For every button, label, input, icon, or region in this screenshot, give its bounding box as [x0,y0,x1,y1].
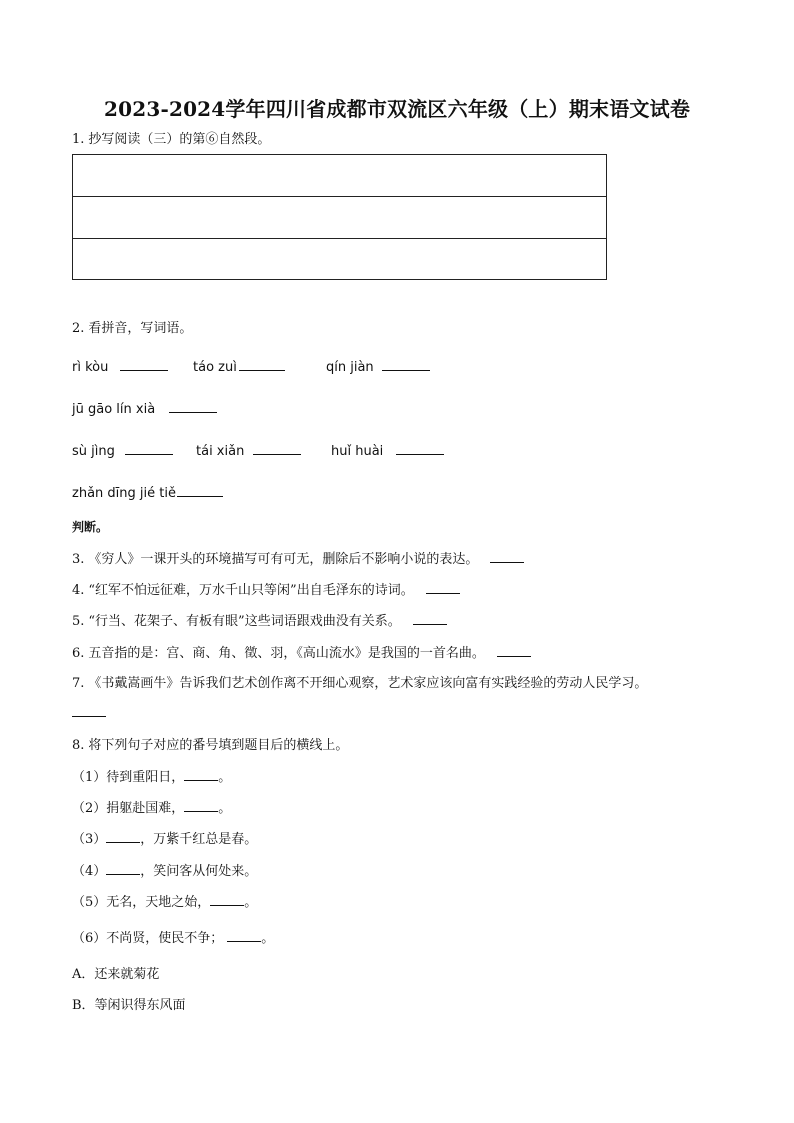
question-5 [72,612,447,631]
answer-blank[interactable] [106,830,140,843]
question-number: 2. [72,321,85,336]
question-text: “红军不怕远征难，万水千山只等闲”出自毛泽东的诗词。 [88,583,414,598]
question-7 [72,675,647,693]
question-number: 1. [72,132,85,147]
answer-blank[interactable] [72,704,106,717]
answer-blank[interactable] [253,442,301,455]
answer-blank[interactable] [490,550,524,563]
answer-blank[interactable] [227,929,261,942]
pinyin-text: tái xiǎn [196,444,245,459]
question-text: “行当、花架子、有板有眼”这些词语跟戏曲没有关系。 [88,614,401,629]
answer-blank[interactable] [169,400,217,413]
page-title: 2023-2024学年四川省成都市双流区六年级（上）期末语文试卷 [103,97,691,121]
pinyin-item [72,358,168,377]
answer-blank[interactable] [239,358,285,371]
question-text: 五音指的是：宫、商、角、徵、羽，《高山流水》是我国的一首名曲。 [88,646,485,661]
sub-question-suffix: 。 [261,931,275,946]
writing-line[interactable] [73,197,606,239]
pinyin-item [72,484,223,503]
question-number: 7. [72,676,85,691]
question-text: 《穷人》一课开头的环境描写可有可无，删除后不影响小说的表达。 [88,552,479,567]
pinyin-text: zhǎn dīng jié tiě [72,486,176,501]
question-number: 4. [72,583,85,598]
writing-line[interactable] [73,239,606,281]
pinyin-text: qín jiàn [326,360,374,375]
pinyin-item [326,358,430,377]
sub-question-prefix: （3） [72,832,107,847]
sub-question-suffix: 。 [218,801,232,816]
answer-blank[interactable] [426,581,460,594]
question-number: 6. [72,646,85,661]
question-number: 5. [72,614,85,629]
question-number: 8. [72,738,85,753]
pinyin-item [196,442,301,461]
answer-blank[interactable] [497,644,531,657]
question-2 [72,320,192,338]
pinyin-item [72,400,217,419]
sub-question-prefix: （2）捐躯赴国难， [72,801,185,816]
answer-blank[interactable] [177,484,223,497]
writing-line[interactable] [73,155,606,197]
question-4 [72,581,460,600]
answer-blank[interactable] [125,442,173,455]
question-text: 将下列句子对应的番号填到题目后的横线上。 [88,738,349,753]
question-number: 3. [72,552,85,567]
option-a: A．还来就菊花 [72,967,160,982]
question-3 [72,550,524,569]
sub-question [72,893,257,912]
answer-blank[interactable] [184,768,218,781]
pinyin-text: huǐ huài [331,444,384,459]
question-8 [72,737,348,755]
answer-blank[interactable] [106,862,140,875]
pinyin-item [193,358,285,377]
answer-blank[interactable] [120,358,168,371]
sub-question [72,799,231,818]
question-1 [72,131,270,149]
sub-question-prefix: （5）无名，天地之始， [72,895,211,910]
sub-question [72,929,274,948]
answer-blank[interactable] [413,612,447,625]
copy-writing-box[interactable] [72,154,607,280]
pinyin-text: táo zuì [193,360,237,375]
pinyin-text: jū gāo lín xià [72,402,156,417]
sub-question [72,862,257,881]
question-text: 抄写阅读（三）的第⑥自然段。 [88,132,271,147]
question-text: 看拼音，写词语。 [88,321,193,336]
pinyin-text: rì kòu [72,360,109,375]
answer-blank[interactable] [184,799,218,812]
question-text: 《书戴嵩画牛》告诉我们艺术创作离不开细心观察，艺术家应该向富有实践经验的劳动人民学习。 [88,676,648,691]
pinyin-item [331,442,444,461]
sub-question-suffix: 。 [218,770,232,785]
pinyin-text: sù jìng [72,444,115,459]
sub-question-suffix: ，笑问客从何处来。 [140,864,258,879]
sub-question-prefix: （6）不尚贤，使民不争； [72,931,224,946]
answer-blank[interactable] [210,893,244,906]
sub-question-suffix: 。 [244,895,258,910]
option-b: B．等闲识得东风面 [72,998,186,1013]
section-heading: 判断。 [72,520,109,534]
sub-question [72,768,231,787]
answer-blank[interactable] [382,358,430,371]
question-7-answer [72,704,106,723]
question-6 [72,644,531,663]
sub-question-prefix: （4） [72,864,107,879]
sub-question-prefix: （1）待到重阳日， [72,770,185,785]
answer-blank[interactable] [396,442,444,455]
pinyin-item [72,442,173,461]
sub-question-suffix: ，万紫千红总是春。 [140,832,258,847]
sub-question [72,830,257,849]
